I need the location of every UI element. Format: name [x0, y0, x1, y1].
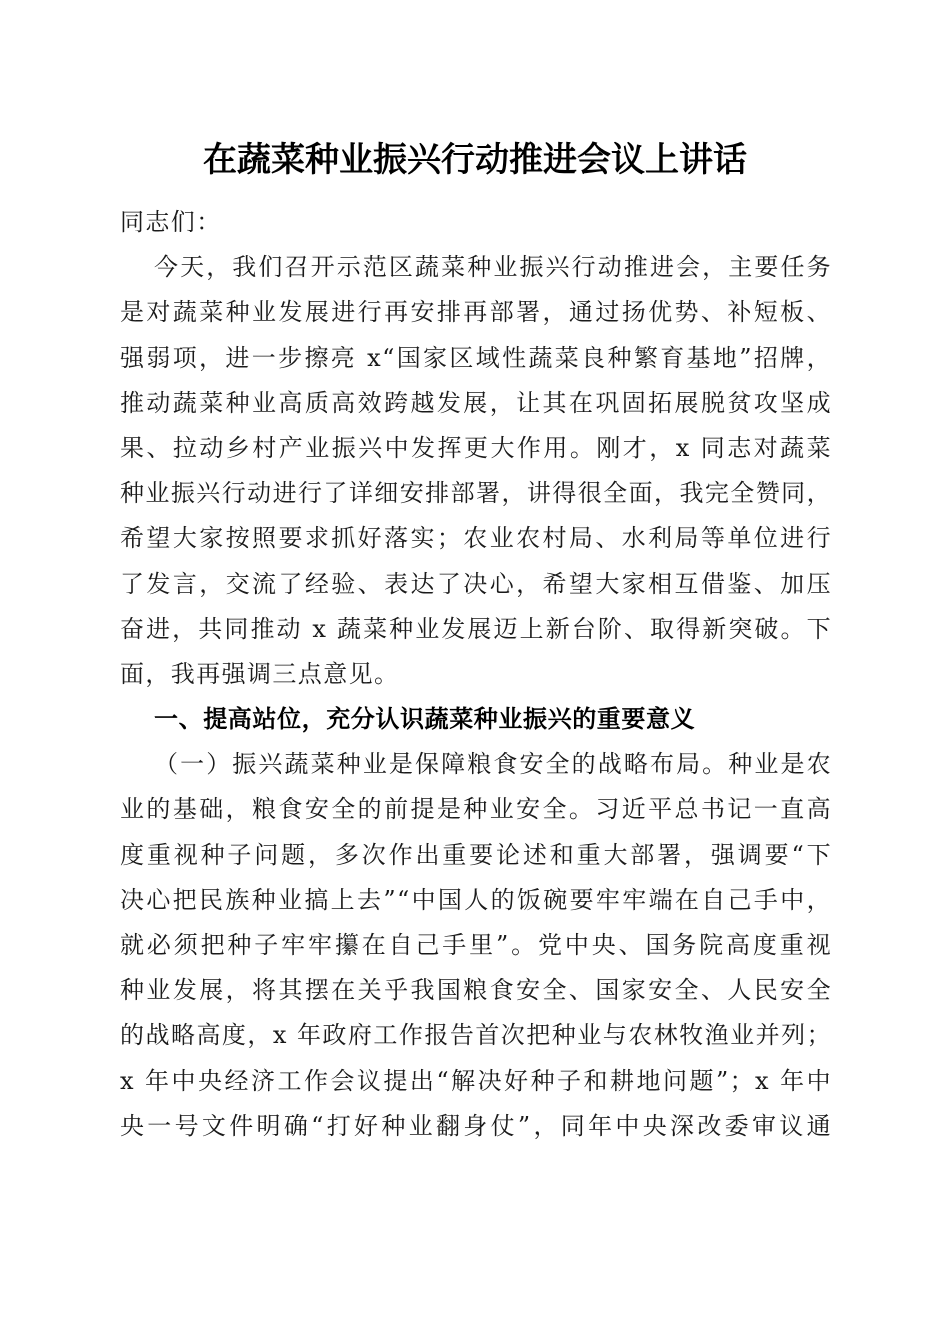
paragraph-1-line-3: 强弱项，进一步擦亮 x“国家区域性蔬菜良种繁育基地”招牌，	[120, 343, 832, 372]
salutation: 同志们：	[120, 208, 222, 236]
paragraph-2-line-2: 业的基础，粮食安全的前提是种业安全。习近平总书记一直高	[120, 795, 832, 824]
paragraph-1-line-2: 是对蔬菜种业发展进行再安排再部署，通过扬优势、补短板、	[120, 298, 832, 327]
document-body	[120, 200, 832, 1149]
paragraph-2-line-9: 央一号文件明确“打好种业翻身仗”，同年中央深改委审议通	[120, 1111, 832, 1140]
paragraph-2-line-8: x 年中央经济工作会议提出“解决好种子和耕地问题”；x 年中	[120, 1066, 832, 1095]
section-heading-1: 一、提高站位，充分认识蔬菜种业振兴的重要意义	[154, 705, 696, 734]
paragraph-2-line-1: （一）振兴蔬菜种业是保障粮食安全的战略布局。种业是农	[154, 750, 832, 779]
paragraph-1-line-4: 推动蔬菜种业高质高效跨越发展，让其在巩固拓展脱贫攻坚成	[120, 388, 832, 417]
paragraph-2-line-6: 种业发展，将其摆在关乎我国粮食安全、国家安全、人民安全	[120, 976, 832, 1005]
paragraph-1-line-7: 希望大家按照要求抓好落实；农业农村局、水利局等单位进行	[120, 524, 832, 553]
paragraph-1-line-10: 面，我再强调三点意见。	[120, 659, 400, 688]
paragraph-2-line-5: 就必须把种子牢牢攥在自己手里”。党中央、国务院高度重视	[120, 931, 832, 959]
paragraph-2-line-4: 决心把民族种业搞上去”“中国人的饭碗要牢牢端在自己手中，	[120, 885, 832, 914]
paragraph-2-line-3: 度重视种子问题，多次作出重要论述和重大部署，强调要“下	[120, 840, 832, 869]
paragraph-1-line-1: 今天，我们召开示范区蔬菜种业振兴行动推进会，主要任务	[154, 253, 832, 282]
paragraph-1-line-6: 种业振兴行动进行了详细安排部署，讲得很全面，我完全赞同，	[120, 479, 832, 508]
paragraph-1-line-8: 了发言，交流了经验、表达了决心，希望大家相互借鉴、加压	[120, 569, 832, 598]
paragraph-2-line-7: 的战略高度，x 年政府工作报告首次把种业与农林牧渔业并列；	[120, 1021, 832, 1050]
paragraph-1-line-5: 果、拉动乡村产业振兴中发挥更大作用。刚才，x 同志对蔬菜	[120, 433, 832, 462]
paragraph-1-line-9: 奋进，共同推动 x 蔬菜种业发展迈上新台阶、取得新突破。下	[120, 614, 832, 643]
document-title: 在蔬菜种业振兴行动推进会议上讲话	[203, 140, 747, 180]
